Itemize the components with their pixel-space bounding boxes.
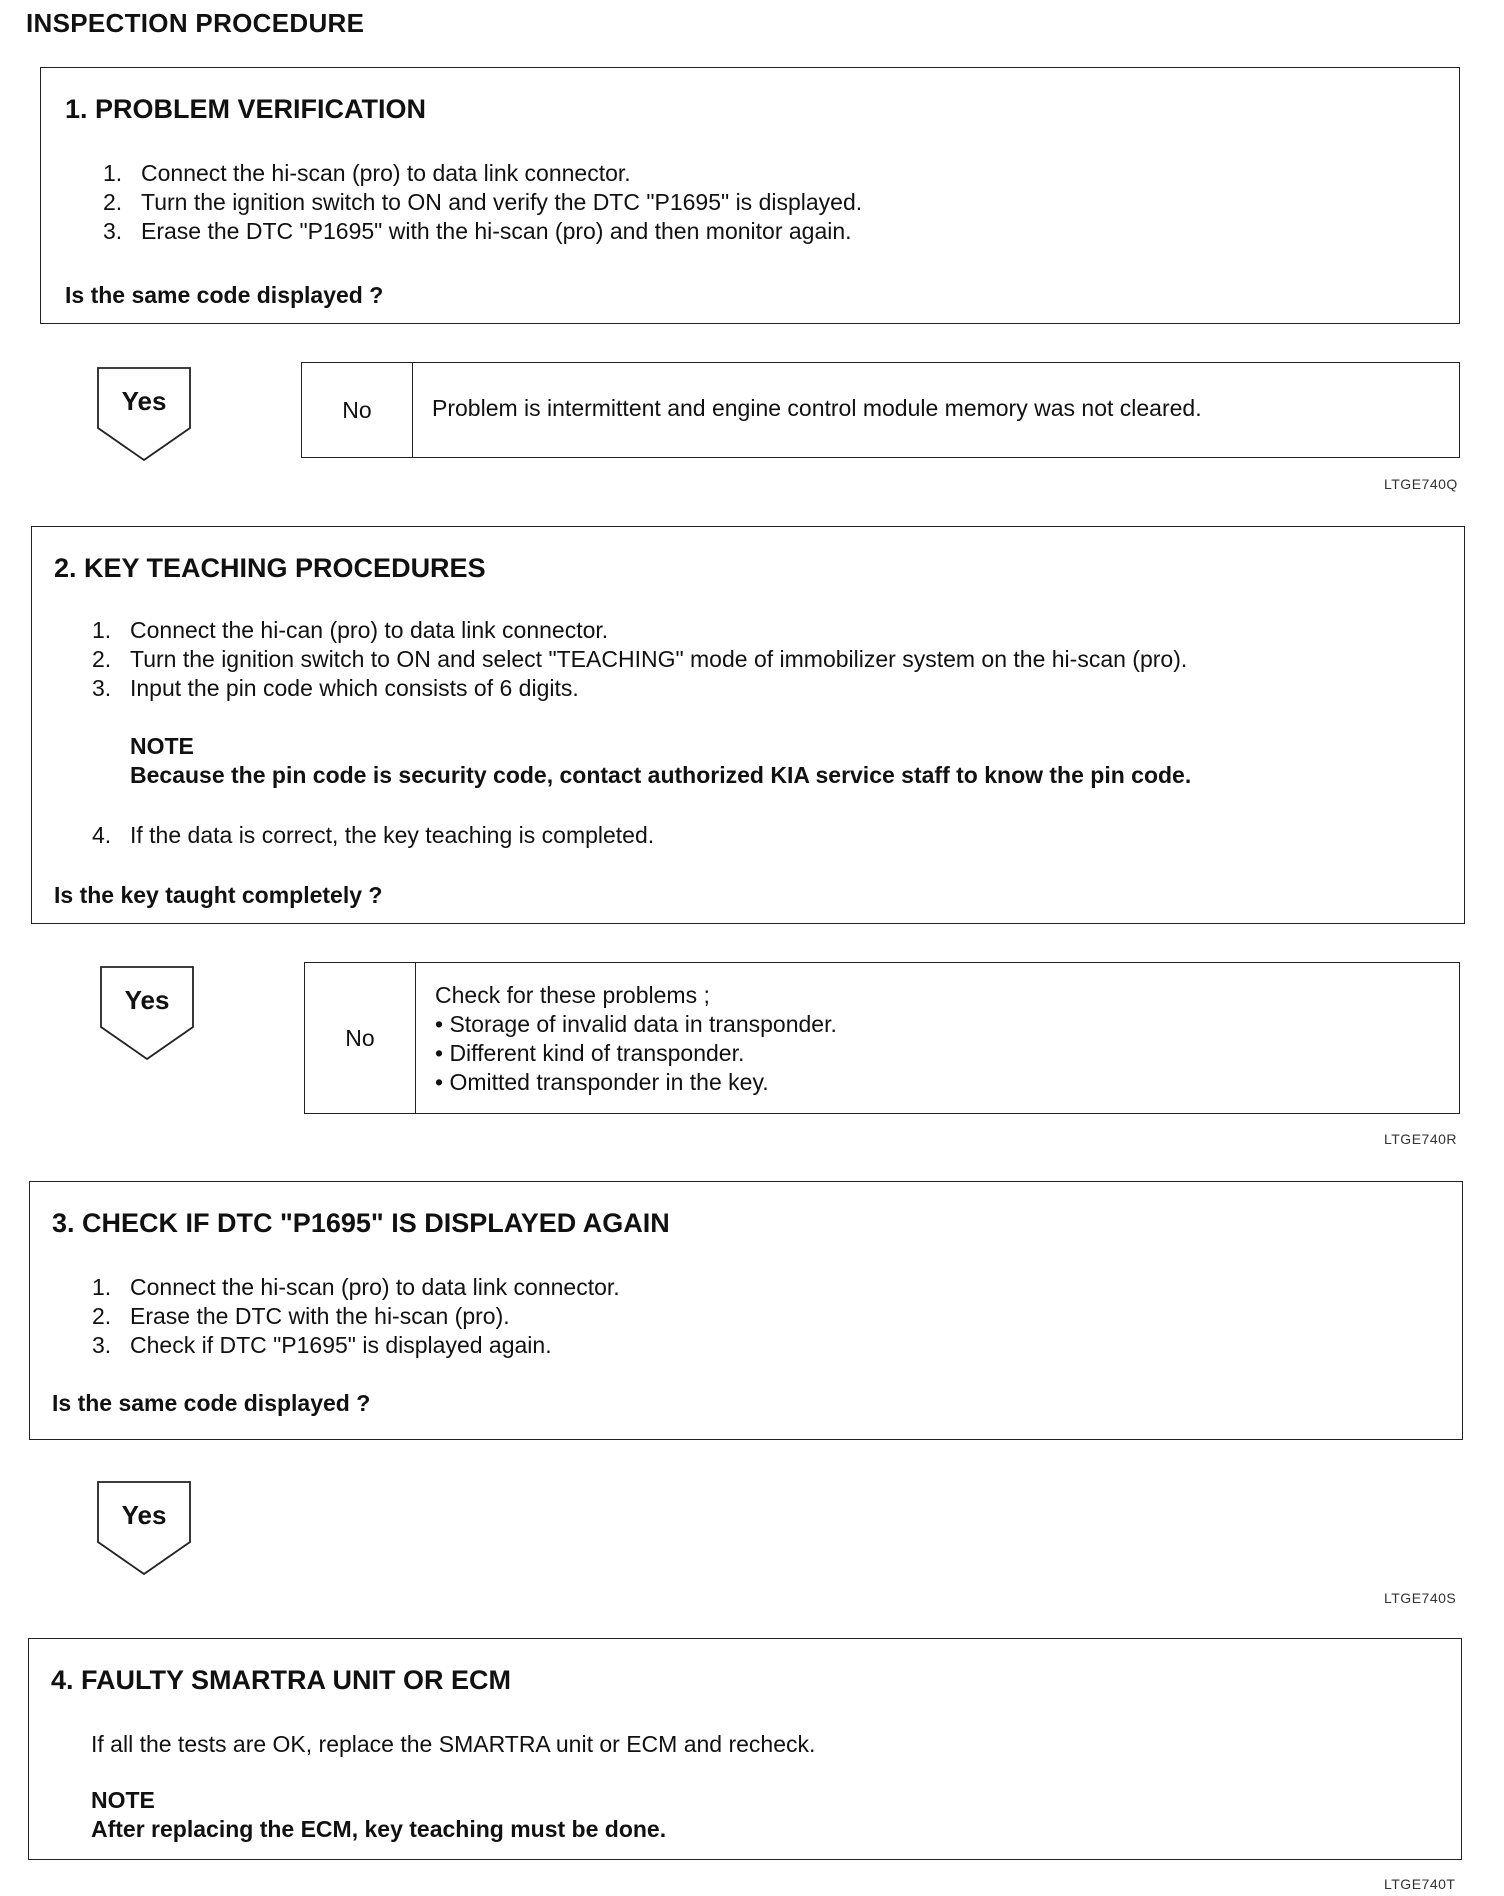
yes-arrow <box>96 1480 192 1576</box>
section-check-dtc <box>29 1181 1463 1440</box>
step-text: Connect the hi-can (pro) to data link connector. <box>130 617 609 643</box>
section-key-teaching <box>31 526 1465 924</box>
yes-label: Yes <box>121 386 167 416</box>
yes-arrow <box>99 965 195 1061</box>
step-number: 2. <box>92 646 112 672</box>
section-title: 3. CHECK IF DTC "P1695" IS DISPLAYED AGAIN <box>52 1208 670 1238</box>
note-heading: NOTE <box>130 733 194 759</box>
yes-arrow <box>96 366 192 462</box>
figure-code: LTGE740R <box>1384 1131 1457 1147</box>
bullet-item: • Storage of invalid data in transponder. <box>435 1011 837 1037</box>
step-item <box>92 646 1187 673</box>
step-text: Turn the ignition switch to ON and select "TEACHING" mode of immobilizer system on the hi-scan (pro). <box>130 646 1188 672</box>
section-faulty-unit <box>28 1638 1462 1860</box>
step-number: 1. <box>92 1274 112 1300</box>
no-branch-text <box>435 981 837 1097</box>
section-question: Is the same code displayed ? <box>52 1390 371 1416</box>
section-question: Is the same code displayed ? <box>65 282 384 308</box>
figure-code: LTGE740S <box>1384 1590 1457 1606</box>
step-text: Erase the DTC with the hi-scan (pro). <box>130 1303 510 1329</box>
step-text: Check if DTC "P1695" is displayed again. <box>130 1332 552 1358</box>
step-item <box>103 189 862 216</box>
figure-code: LTGE740T <box>1384 1876 1456 1892</box>
step-text: Connect the hi-scan (pro) to data link connector. <box>130 1274 620 1300</box>
section-title: 4. FAULTY SMARTRA UNIT OR ECM <box>51 1665 512 1695</box>
step-item <box>92 1303 510 1330</box>
step-item <box>92 675 579 702</box>
yes-label: Yes <box>121 1500 167 1530</box>
step-text: Erase the DTC "P1695" with the hi-scan (pro) and then monitor again. <box>141 218 852 244</box>
yes-label: Yes <box>124 985 170 1015</box>
no-branch-intro: Check for these problems ; <box>435 982 710 1008</box>
step-number: 3. <box>92 675 112 701</box>
step-number: 1. <box>103 160 123 186</box>
step-item <box>92 822 654 849</box>
note-text: Because the pin code is security code, contact authorized KIA service staff to know the pin code. <box>130 762 1192 788</box>
bullet-item: • Omitted transponder in the key. <box>435 1069 769 1095</box>
step-text: Input the pin code which consists of 6 digits. <box>130 675 579 701</box>
step-text: Turn the ignition switch to ON and verify the DTC "P1695" is displayed. <box>141 189 863 215</box>
page-title: INSPECTION PROCEDURE <box>26 8 365 38</box>
step-text: Connect the hi-scan (pro) to data link connector. <box>141 160 631 186</box>
note-text: After replacing the ECM, key teaching must be done. <box>91 1816 667 1842</box>
no-label: No <box>305 963 416 1113</box>
step-item <box>92 1274 620 1301</box>
step-number: 2. <box>103 189 123 215</box>
section-problem-verification <box>40 67 1460 324</box>
step-item <box>92 1332 552 1359</box>
step-text: If the data is correct, the key teaching is completed. <box>130 822 655 848</box>
bullet-item: • Different kind of transponder. <box>435 1040 745 1066</box>
no-label: No <box>302 363 413 457</box>
step-number: 1. <box>92 617 112 643</box>
step-number: 4. <box>92 822 112 848</box>
section-title: 1. PROBLEM VERIFICATION <box>65 94 427 124</box>
note-heading: NOTE <box>91 1787 155 1813</box>
section-title: 2. KEY TEACHING PROCEDURES <box>54 553 486 583</box>
no-branch-box <box>304 962 1460 1114</box>
no-branch-text: Problem is intermittent and engine control module memory was not cleared. <box>432 395 1202 421</box>
section-text: If all the tests are OK, replace the SMARTRA unit or ECM and recheck. <box>91 1731 816 1757</box>
step-item <box>92 617 608 644</box>
no-branch-box <box>301 362 1460 458</box>
section-question: Is the key taught completely ? <box>54 882 383 908</box>
step-item <box>103 218 852 245</box>
step-item <box>103 160 631 187</box>
step-number: 3. <box>103 218 123 244</box>
step-number: 3. <box>92 1332 112 1358</box>
step-number: 2. <box>92 1303 112 1329</box>
figure-code: LTGE740Q <box>1384 476 1458 492</box>
